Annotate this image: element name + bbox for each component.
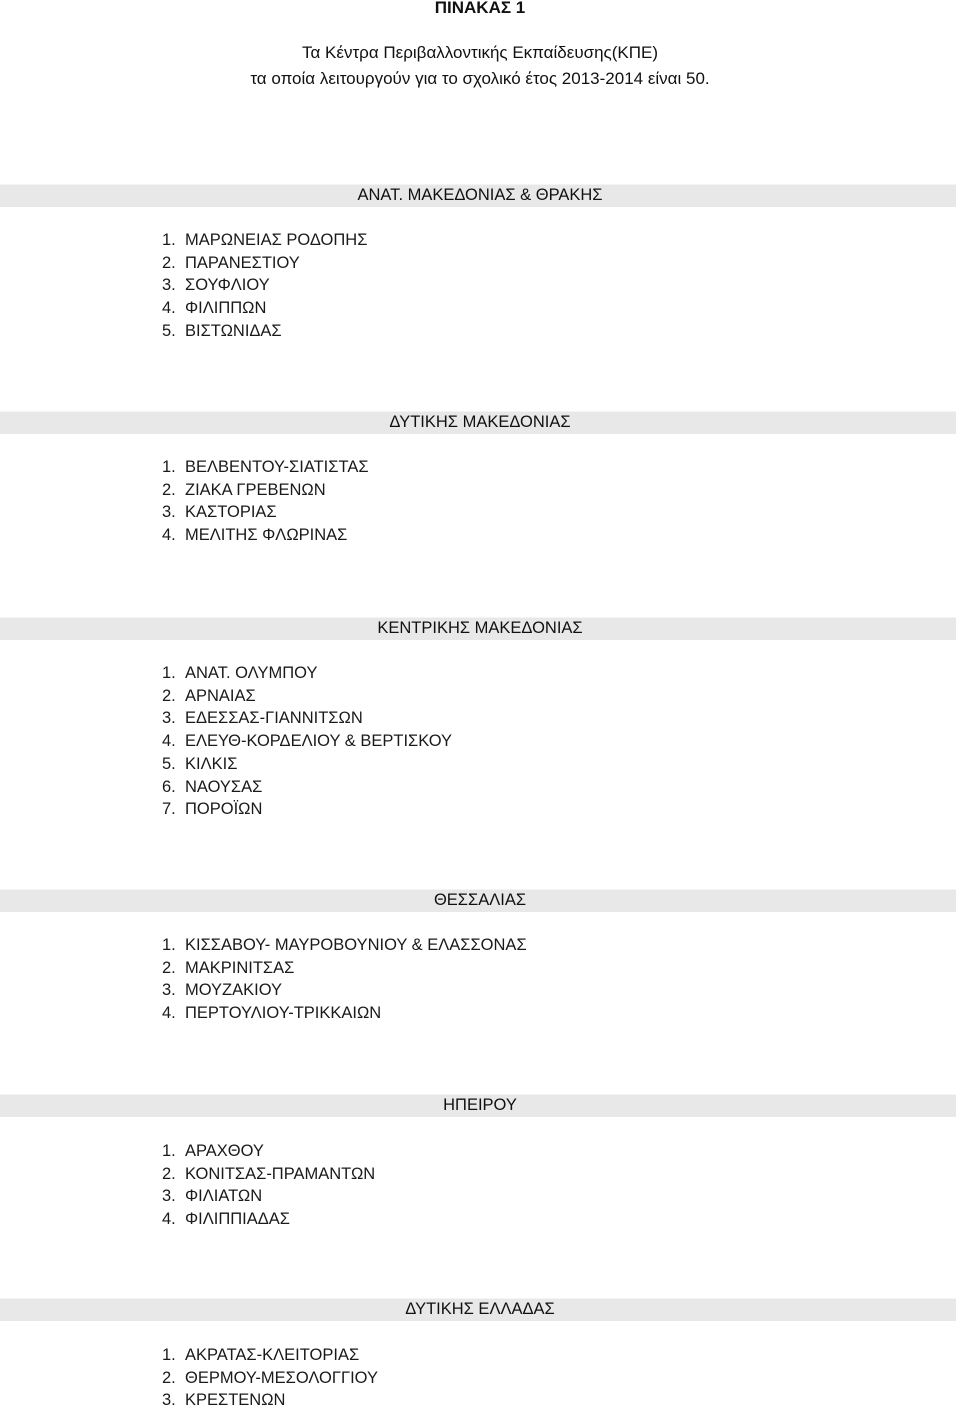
list-item-number: 1. (162, 458, 176, 476)
list-item (162, 957, 294, 979)
list-item-number: 1. (162, 664, 176, 682)
list-item-label: ΚΟΝΙΤΣΑΣ-ΠΡΑΜΑΝΤΩΝ (185, 1164, 376, 1183)
list-item (162, 274, 270, 296)
list-item-number: 2. (162, 686, 176, 705)
list-item-number: 3. (162, 1187, 176, 1206)
list-item-label: ΜΑΡΩΝΕΙΑΣ ΡΟΔΟΠΗΣ (185, 231, 368, 249)
list-item-number: 4. (162, 1004, 176, 1023)
list-item-label: ΕΛΕΥΘ-ΚΟΡΔΕΛΙΟΥ & ΒΕΡΤΙΣΚΟΥ (185, 732, 453, 751)
list-item-label: ΑΡΑΧΘΟΥ (185, 1142, 264, 1160)
region-title: ΚΕΝΤΡΙΚΗΣ ΜΑΚΕΔΟΝΙΑΣ (377, 619, 583, 637)
list-item (162, 320, 282, 342)
list-item-number: 5. (162, 754, 176, 773)
list-item-label: ΦΙΛΙΠΠΩΝ (185, 299, 267, 318)
list-item-number: 2. (162, 253, 176, 272)
list-item (162, 707, 363, 729)
region-title: ΘΕΣΣΑΛΙΑΣ (433, 891, 527, 909)
list-item-label: ΣΟΥΦΛΙΟΥ (185, 276, 270, 295)
list-item-number: 4. (162, 1210, 176, 1229)
region-title: ΗΠΕΙΡΟΥ (443, 1096, 517, 1114)
list-item (162, 1344, 359, 1366)
list-item (162, 730, 452, 752)
list-item-number: 1. (162, 1346, 176, 1364)
list-item-number: 4. (162, 526, 176, 545)
list-item (162, 297, 266, 319)
list-item-number: 2. (162, 480, 176, 499)
list-item-label: ΑΚΡΑΤΑΣ-ΚΛΕΙΤΟΡΙΑΣ (185, 1346, 360, 1364)
list-item-number: 2. (162, 958, 176, 977)
list-item (162, 456, 369, 478)
list-item-number: 3. (162, 981, 176, 1000)
list-item-label: ΠΕΡΤΟΥΛΙΟΥ-ΤΡΙΚΚΑΙΩΝ (185, 1004, 382, 1023)
list-item (162, 1002, 381, 1024)
list-item-number: 5. (162, 321, 176, 340)
list-item (162, 662, 317, 684)
region-title: ΑΝΑΤ. ΜΑΚΕΔΟΝΙΑΣ & ΘΡΑΚΗΣ (357, 186, 603, 204)
list-item-label: ΠΑΡΑΝΕΣΤΙΟΥ (185, 253, 300, 272)
list-item (162, 776, 262, 798)
list-item (162, 685, 256, 707)
list-item (162, 979, 282, 1001)
list-item-label: ΠΟΡΟΪΩΝ (185, 800, 263, 819)
list-item (162, 934, 527, 956)
list-item-number: 1. (162, 231, 176, 249)
table-heading: ΠΙΝΑΚΑΣ 1 (434, 0, 526, 17)
list-item-label: ΜΕΛΙΤΗΣ ΦΛΩΡΙΝΑΣ (185, 526, 348, 545)
list-item (162, 1367, 378, 1389)
list-item-number: 3. (162, 276, 176, 295)
region-title: ΔΥΤΙΚΗΣ ΜΑΚΕΔΟΝΙΑΣ (389, 413, 571, 431)
list-item (162, 1140, 264, 1162)
list-item (162, 1185, 262, 1207)
list-item-label: ΚΙΣΣΑΒΟΥ- ΜΑΥΡΟΒΟΥΝΙΟΥ & ΕΛΑΣΣΟΝΑΣ (185, 936, 527, 954)
list-item-label: ΒΙΣΤΩΝΙΔΑΣ (185, 321, 282, 340)
list-item-label: ΜΑΚΡΙΝΙΤΣΑΣ (185, 958, 295, 977)
list-item (162, 229, 367, 251)
list-item-number: 4. (162, 299, 176, 318)
list-item (162, 479, 326, 501)
list-item-label: ΦΙΛΙΠΠΙΑΔΑΣ (185, 1210, 291, 1229)
list-item-label: ΑΡΝΑΙΑΣ (185, 686, 256, 705)
list-item (162, 252, 300, 274)
list-item-label: ΝΑΟΥΣΑΣ (185, 777, 263, 796)
list-item-number: 1. (162, 1142, 176, 1160)
list-item-label: ΖΙΑΚΑ ΓΡΕΒΕΝΩΝ (185, 480, 326, 499)
list-item (162, 753, 237, 775)
list-item (162, 501, 277, 523)
list-item-label: ΒΕΛΒΕΝΤΟΥ-ΣΙΑΤΙΣΤΑΣ (185, 458, 369, 476)
list-item-number: 2. (162, 1164, 176, 1183)
list-item-number: 7. (162, 800, 176, 819)
list-item-number: 4. (162, 732, 176, 751)
list-item-label: ΚΑΣΤΟΡΙΑΣ (185, 503, 277, 522)
list-item-number: 6. (162, 777, 176, 796)
list-item-label: ΚΡΕΣΤΕΝΩΝ (185, 1391, 286, 1410)
list-item-label: ΜΟΥΖΑΚΙΟΥ (185, 981, 283, 1000)
document-title-line-1: Τα Κέντρα Περιβαλλοντικής Εκπαίδευσης(ΚΠΕ) (301, 43, 659, 62)
list-item-number: 2. (162, 1368, 176, 1387)
list-item (162, 524, 347, 546)
list-item-number: 3. (162, 709, 176, 728)
list-item (162, 798, 262, 820)
region-title: ΔΥΤΙΚΗΣ ΕΛΛΑΔΑΣ (405, 1300, 555, 1318)
list-item-label: ΦΙΛΙΑΤΩΝ (185, 1187, 263, 1206)
list-item-label: ΕΔΕΣΣΑΣ-ΓΙΑΝΝΙΤΣΩΝ (185, 709, 363, 728)
list-item-label: ΚΙΛΚΙΣ (185, 754, 238, 773)
list-item (162, 1208, 290, 1230)
list-item-number: 3. (162, 1391, 176, 1410)
list-item (162, 1163, 375, 1185)
list-item-number: 1. (162, 936, 176, 954)
list-item-label: ΑΝΑΤ. ΟΛΥΜΠΟΥ (185, 664, 318, 682)
list-item-label: ΘΕΡΜΟΥ-ΜΕΣΟΛΟΓΓΙΟΥ (185, 1368, 378, 1387)
document-title-line-2: τα οποία λειτουργούν για το σχολικό έτος 2013-2014 είναι 50. (250, 69, 710, 88)
list-item (162, 1389, 285, 1411)
list-item-number: 3. (162, 503, 176, 522)
